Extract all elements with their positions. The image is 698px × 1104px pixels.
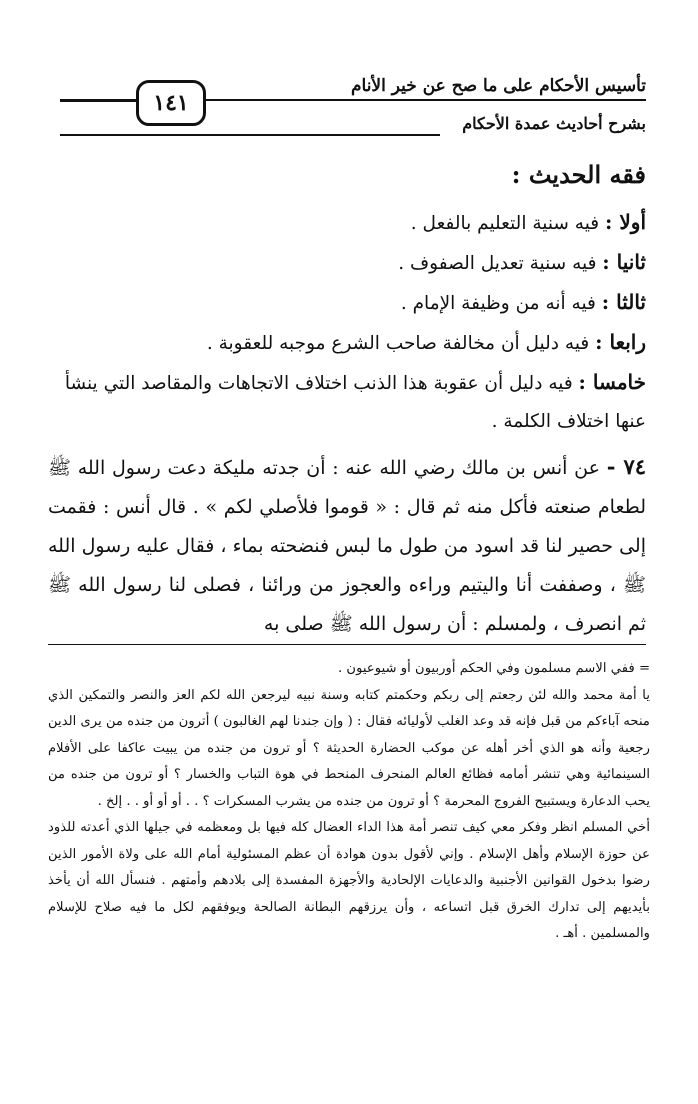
footnote-divider [48, 644, 646, 645]
header-rule [198, 99, 646, 101]
point-text: فيه دليل أن مخالفة صاحب الشرع موجبه للعقوبة . [206, 333, 596, 354]
point-label: رابعا : [595, 330, 646, 354]
section-heading: فقه الحديث : [511, 160, 646, 189]
point-5 [48, 363, 646, 441]
book-title: تأسيس الأحكام على ما صح عن خير الأنام [350, 76, 646, 96]
page-number: ١٤١ [136, 80, 206, 126]
header-rule-left [60, 99, 138, 102]
subtitle-rule [60, 134, 440, 136]
footnotes [48, 656, 650, 948]
hadith-number: ٧٤ - [606, 454, 646, 479]
point-label: أولا : [605, 210, 646, 234]
point-1 [48, 203, 646, 243]
point-text: فيه سنية تعديل الصفوف . [398, 253, 603, 274]
point-text: فيه دليل أن عقوبة هذا الذنب اختلاف الاتجاهات والمقاصد التي ينشأ عنها اختلاف الكلمة . [64, 373, 646, 432]
main-text [48, 160, 646, 644]
point-label: خامسا : [578, 370, 646, 394]
book-subtitle: بشرح أحاديث عمدة الأحكام [462, 114, 646, 133]
point-label: ثالثا : [601, 290, 646, 314]
point-3 [48, 283, 646, 323]
point-2 [48, 243, 646, 283]
footnote-paragraph: = ففي الاسم مسلمون وفي الحكم أوربيون أو شيوعيون . [338, 661, 650, 676]
hadith-paragraph [48, 447, 646, 644]
point-text: فيه أنه من وظيفة الإمام . [400, 293, 602, 314]
footnote-paragraph: يا أمة محمد والله لئن رجعتم إلى ربكم وحكمتم كتابه وسنة نبيه ليرجعن الله لكم العز والنصر والتمكين الذي منحه آباءكم من قبل فإنه قد وعد الغلب لأوليائه فقال : ( وإن جندنا لهم الغالبون ) أترون من جنده من يرى الدين رجعية وأنه هو الذي أخر أهله عن موكب الحضارة الحديثة ؟ أو ترون من جنده من يبيت عاكفا على الأفلام السينمائية وهي تنشر أمامه فظائع العالم المنحرف المنحط في هوة التباب والخسار ؟ أو ترون من جنده من يحب الدعارة ويستبيح الفروج المحرمة ؟ أو ترون من جنده من يشرب المسكرات ؟ . . أو أو أو . . إلخ . [48, 687, 650, 809]
point-label: ثانيا : [602, 250, 646, 274]
footnote-paragraph: أخي المسلم انظر وفكر معي كيف تنصر أمة هذا الداء العضال كله فيها بل ومعظمه في جيلها الذي أعدته للذود عن حوزة الإسلام وأهل الإسلام . وإني لأقول بدون هوادة أن عظم المسئولية أمام الله على ولاة الأمور الذين رضوا بدخول القوانين الأجنبية والدعايات الإلحادية والأجهزة المفسدة إلى بلادهم وأمتهم . فنسأل الله أن يأخذ بأيديهم إلى تدارك الخرق قبل اتساعه ، وأن يرزقهم البطانة الصالحة ويوفقهم لكل ما فيه صلاح للإسلام والمسلمين . أهـ . [48, 820, 650, 941]
point-text: فيه سنية التعليم بالفعل . [410, 213, 606, 234]
point-4 [48, 323, 646, 363]
hadith-text: عن أنس بن مالك رضي الله عنه : أن جدته مليكة دعت رسول الله ﷺ لطعام صنعته فأكل منه ثم قال : « قوموا فلأصلي لكم » . قال أنس : فقمت إلى حصير لنا قد اسود من طول ما لبس فنضحته بماء ، فقال عليه رسول الله ﷺ ، وصففت أنا واليتيم وراءه والعجوز من ورائنا ، فصلى لنا رسول الله ﷺ ثم انصرف ، ولمسلم : أن رسول الله ﷺ صلى به [48, 457, 647, 635]
